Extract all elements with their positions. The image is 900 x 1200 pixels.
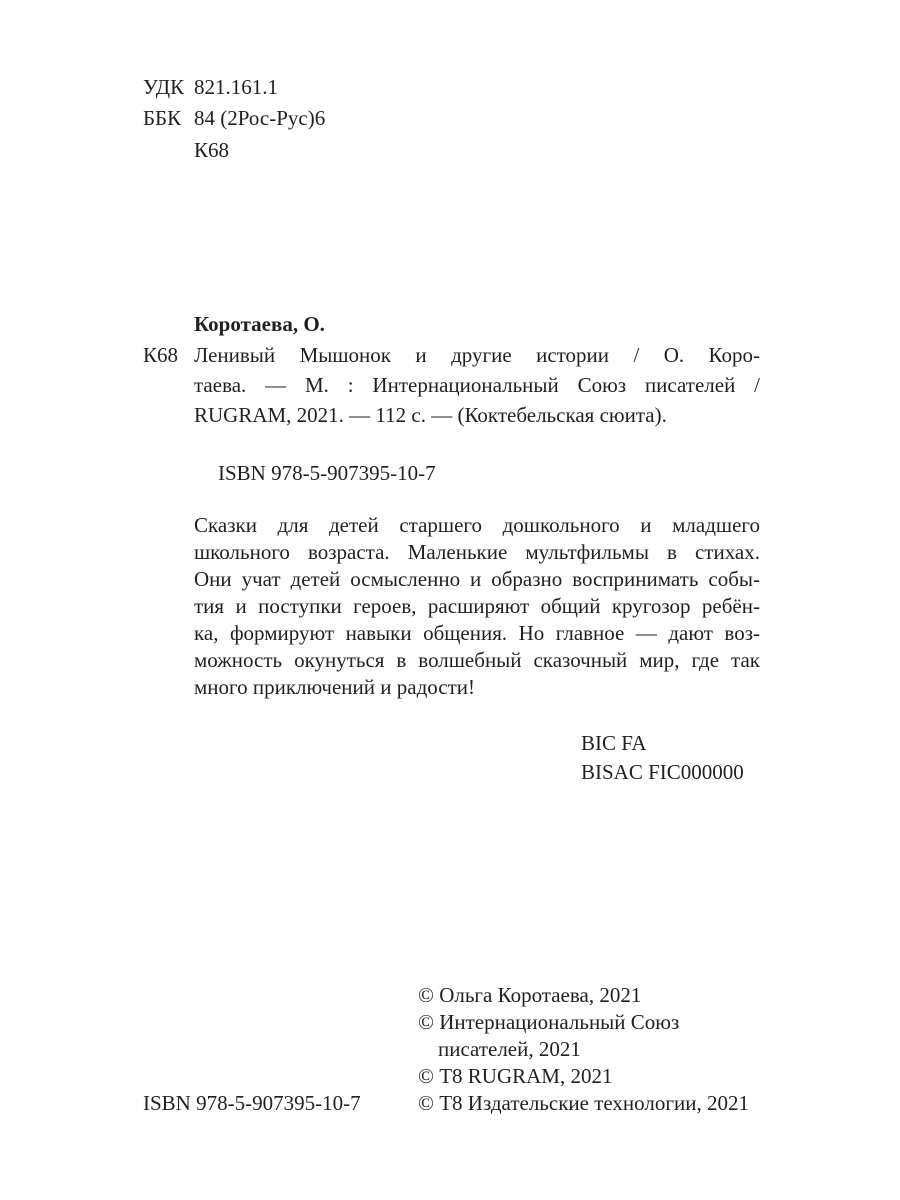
- copyright-line: © Интернациональный Союз: [418, 1010, 680, 1034]
- annotation-line: Сказки для детей старшего дошкольного и младшего: [194, 513, 760, 537]
- annotation-line: ка, формируют навыки общения. Но главное — дают воз-: [194, 621, 760, 645]
- footer-isbn: ISBN 978-5-907395-10-7: [143, 1091, 361, 1115]
- annotation-line: тия и поступки героев, расширяют общий кругозор ребён-: [194, 594, 760, 618]
- bic-code: BIC FA: [581, 731, 647, 755]
- catalog-description-line: Ленивый Мышонок и другие истории / О. Коро-: [194, 343, 760, 367]
- udk-label: УДК: [143, 75, 185, 99]
- catalog-description-line: таева. — М. : Интернациональный Союз писателей /: [194, 373, 760, 397]
- annotation-line: много приключений и радости!: [194, 675, 476, 699]
- copyright-line: писателей, 2021: [438, 1037, 581, 1061]
- copyright-line: © Т8 Издательские технологии, 2021: [418, 1091, 749, 1115]
- bbk-value: 84 (2Рос-Рус)6: [194, 106, 326, 130]
- annotation-line: Они учат детей осмысленно и образно воспринимать собы-: [194, 567, 760, 591]
- copyright-line: © Ольга Коротаева, 2021: [418, 983, 642, 1007]
- catalog-isbn: ISBN 978-5-907395-10-7: [218, 461, 436, 485]
- udk-value: 821.161.1: [194, 75, 278, 99]
- bisac-code: BISAC FIC000000: [581, 760, 744, 784]
- author-mark-top: К68: [194, 138, 230, 162]
- copyright-line: © Т8 RUGRAM, 2021: [418, 1064, 613, 1088]
- annotation-line: школьного возраста. Маленькие мультфильмы в стихах.: [194, 540, 760, 564]
- bbk-label: ББК: [143, 106, 182, 130]
- catalog-description-line: RUGRAM, 2021. — 112 с. — (Коктебельская сюита).: [194, 403, 667, 427]
- annotation-line: можность окунуться в волшебный сказочный мир, где так: [194, 648, 760, 672]
- catalog-author-mark: К68: [143, 343, 179, 367]
- author-heading: Коротаева, О.: [194, 312, 325, 336]
